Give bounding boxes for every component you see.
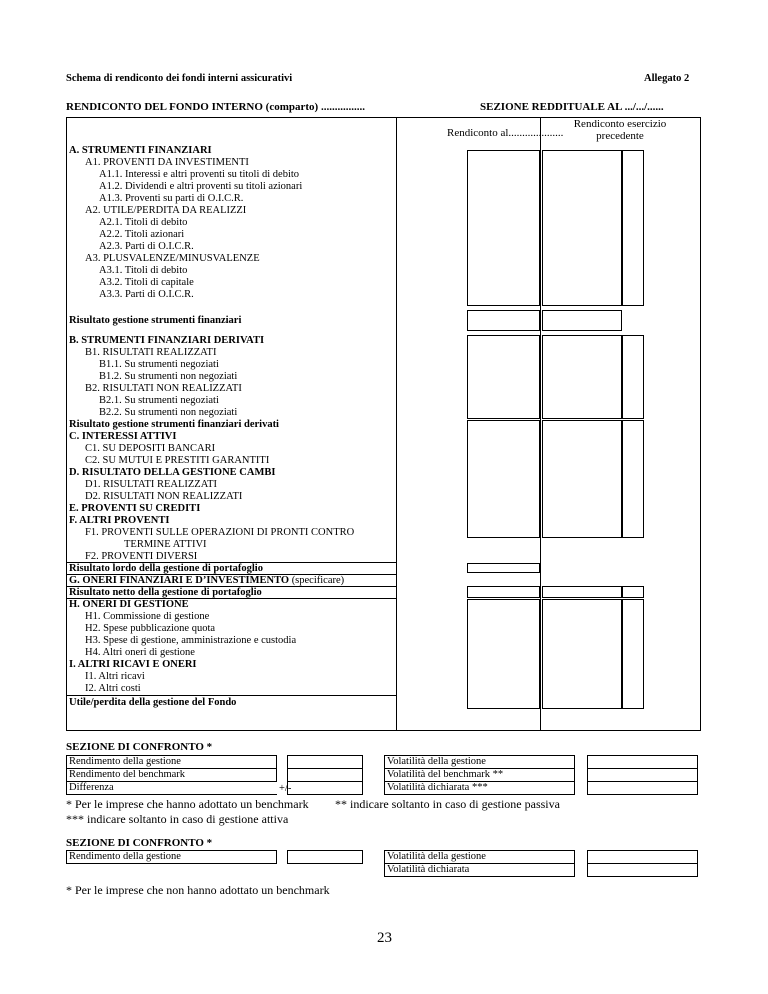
cmp1-note-2: ** indicare soltanto in caso di gestione passiva (335, 797, 560, 811)
row-f2: F2. PROVENTI DIVERSI (85, 551, 198, 562)
cmp1-row-benchmark: Rendimento del benchmark (66, 768, 277, 782)
row-gross-result: Risultato lordo della gestione di portafoglio (69, 563, 263, 574)
doc-header-attachment: Allegato 2 (644, 73, 690, 84)
row-h: H. ONERI DI GESTIONE (69, 599, 189, 610)
income-statement-table (66, 117, 701, 731)
value-box-h-i-prev[interactable] (542, 599, 622, 709)
row-a23: A2.3. Parti di O.I.C.R. (99, 241, 194, 252)
row-b21: B2.1. Su strumenti negoziati (99, 395, 219, 406)
cmp2-value-return[interactable] (287, 850, 363, 864)
value-box-h-i-extra[interactable] (622, 599, 644, 709)
row-h4: H4. Altri oneri di gestione (85, 647, 195, 658)
row-a32: A3.2. Titoli di capitale (99, 277, 194, 288)
row-a1: A1. PROVENTI DA INVESTIMENTI (85, 157, 249, 168)
row-i2: I2. Altri costi (85, 683, 141, 694)
cmp1-value-vol-dichiarata[interactable] (587, 781, 698, 795)
row-result-a: Risultato gestione strumenti finanziari (69, 315, 242, 326)
row-h2: H2. Spese pubblicazione quota (85, 623, 216, 634)
row-h3: H3. Spese di gestione, amministrazione e custodia (85, 635, 297, 646)
cmp1-row-difference: Differenza (66, 781, 277, 795)
cmp1-value-vol-benchmark[interactable] (587, 768, 698, 782)
row-f: F. ALTRI PROVENTI (69, 515, 170, 526)
row-b2: B2. RISULTATI NON REALIZZATI (85, 383, 242, 394)
cmp1-row-vol-gestione: Volatilità della gestione (384, 755, 575, 769)
value-box-net-current[interactable] (467, 586, 540, 598)
row-a11: A1.1. Interessi e altri proventi su titoli di debito (99, 169, 300, 180)
row-d1: D1. RISULTATI REALIZZATI (85, 479, 218, 490)
row-a13: A1.3. Proventi su parti di O.I.C.R. (99, 193, 244, 204)
doc-header-title: Schema di rendiconto dei fondi interni assicurativi (66, 73, 293, 84)
cmp1-value-return[interactable] (287, 755, 363, 769)
row-b11: B1.1. Su strumenti negoziati (99, 359, 219, 370)
fund-report-title: RENDICONTO DEL FONDO INTERNO (comparto) ................ (66, 101, 365, 113)
row-b: B. STRUMENTI FINANZIARI DERIVATI (69, 335, 265, 346)
value-box-gross-current[interactable] (467, 563, 540, 573)
row-i: I. ALTRI RICAVI E ONERI (69, 659, 197, 670)
row-b12: B1.2. Su strumenti non negoziati (99, 371, 238, 382)
row-b1: B1. RISULTATI REALIZZATI (85, 347, 217, 358)
row-a: A. STRUMENTI FINANZIARI (69, 145, 212, 156)
row-a31: A3.1. Titoli di debito (99, 265, 188, 276)
cmp2-row-vol-gestione: Volatilità della gestione (384, 850, 575, 864)
value-box-net-prev[interactable] (542, 586, 622, 598)
row-net-result: Risultato netto della gestione di portafoglio (69, 587, 262, 598)
column-current-header: Rendiconto al.................... (447, 127, 564, 139)
cmp1-value-vol-gestione[interactable] (587, 755, 698, 769)
value-box-c-f-current[interactable] (467, 420, 540, 538)
cmp1-value-difference[interactable] (287, 781, 363, 795)
comparison-title-1: SEZIONE DI CONFRONTO * (66, 741, 213, 753)
value-box-a-current[interactable] (467, 150, 540, 306)
value-box-result-a-prev[interactable] (542, 310, 622, 331)
page-number: 23 (377, 930, 392, 946)
value-box-b-prev[interactable] (542, 335, 622, 419)
column-previous-header: Rendiconto esercizio precedente (573, 118, 667, 142)
row-a12: A1.2. Dividendi e altri proventi su titoli azionari (99, 181, 303, 192)
row-e: E. PROVENTI SU CREDITI (69, 503, 201, 514)
cmp1-row-return: Rendimento della gestione (66, 755, 277, 769)
value-box-b-extra[interactable] (622, 335, 644, 419)
row-f1-cont: TERMINE ATTIVI (124, 539, 207, 550)
row-d2: D2. RISULTATI NON REALIZZATI (85, 491, 243, 502)
value-box-h-i-current[interactable] (467, 599, 540, 709)
row-a22: A2.2. Titoli azionari (99, 229, 185, 240)
comparison-title-2: SEZIONE DI CONFRONTO * (66, 837, 213, 849)
row-g: G. ONERI FINANZIARI E D’INVESTIMENTO (specificare) (69, 575, 345, 586)
row-f1: F1. PROVENTI SULLE OPERAZIONI DI PRONTI CONTRO (85, 527, 355, 538)
row-fund-result: Utile/perdita della gestione del Fondo (69, 697, 237, 708)
cmp1-value-benchmark[interactable] (287, 768, 363, 782)
cmp2-value-vol-dichiarata[interactable] (587, 863, 698, 877)
value-box-net-extra[interactable] (622, 586, 644, 598)
row-result-b: Risultato gestione strumenti finanziari derivati (69, 419, 279, 430)
income-section-title: SEZIONE REDDITUALE AL .../.../...... (480, 101, 664, 113)
value-box-b-current[interactable] (467, 335, 540, 419)
row-a21: A2.1. Titoli di debito (99, 217, 188, 228)
value-box-c-f-extra[interactable] (622, 420, 644, 538)
cmp1-row-vol-dichiarata: Volatilità dichiarata *** (384, 781, 575, 795)
row-a2: A2. UTILE/PERDITA DA REALIZZI (85, 205, 247, 216)
cmp1-plus-minus: +/- (279, 783, 292, 794)
value-box-c-f-prev[interactable] (542, 420, 622, 538)
cmp2-note: * Per le imprese che non hanno adottato un benchmark (66, 883, 330, 897)
cmp2-row-return: Rendimento della gestione (66, 850, 277, 864)
row-i1: I1. Altri ricavi (85, 671, 145, 682)
row-b22: B2.2. Su strumenti non negoziati (99, 407, 238, 418)
row-c2: C2. SU MUTUI E PRESTITI GARANTITI (85, 455, 270, 466)
cmp1-note-3: *** indicare soltanto in caso di gestione attiva (66, 812, 289, 826)
value-box-a-prev[interactable] (542, 150, 622, 306)
cmp2-row-vol-dichiarata: Volatilità dichiarata (384, 863, 575, 877)
cmp2-value-vol-gestione[interactable] (587, 850, 698, 864)
cmp1-row-vol-benchmark: Volatilità del benchmark ** (384, 768, 575, 782)
value-box-result-a-current[interactable] (467, 310, 540, 331)
row-a33: A3.3. Parti di O.I.C.R. (99, 289, 194, 300)
row-h1: H1. Commissione di gestione (85, 611, 210, 622)
value-box-a-extra[interactable] (622, 150, 644, 306)
cmp1-note-1: * Per le imprese che hanno adottato un benchmark (66, 797, 309, 811)
row-d: D. RISULTATO DELLA GESTIONE CAMBI (69, 467, 276, 478)
row-c1: C1. SU DEPOSITI BANCARI (85, 443, 216, 454)
row-c: C. INTERESSI ATTIVI (69, 431, 177, 442)
row-a3: A3. PLUSVALENZE/MINUSVALENZE (85, 253, 260, 264)
